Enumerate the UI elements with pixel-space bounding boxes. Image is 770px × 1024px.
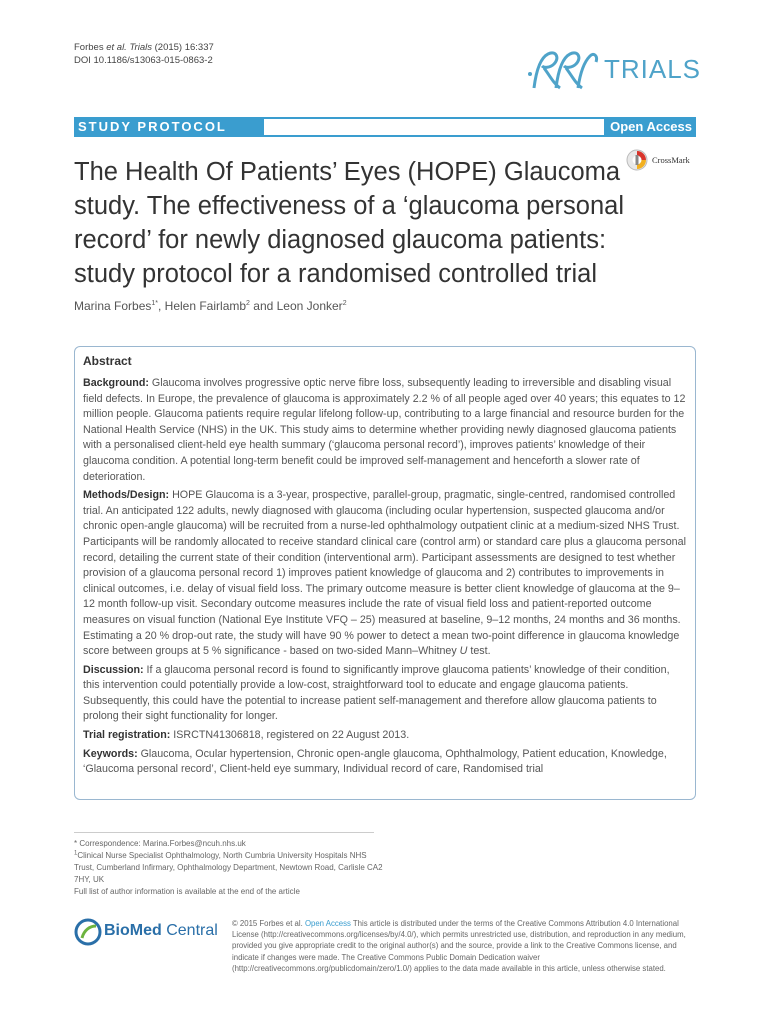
citation-authors: Forbes (74, 42, 107, 53)
doi[interactable]: DOI 10.1186/s13063-015-0863-2 (74, 55, 213, 66)
abstract-discussion (83, 663, 687, 725)
affiliation-number: 1 (74, 850, 78, 857)
biomed-central-icon (74, 918, 102, 946)
correspondence[interactable]: * Correspondence: Marina.Forbes@ncuh.nhs.uk (74, 839, 246, 848)
abstract-heading: Abstract (83, 354, 132, 368)
crossmark-badge[interactable] (626, 149, 698, 171)
author-3-affiliation: 2 (342, 300, 347, 307)
methods-text: HOPE Glaucoma is a 3-year, prospective, parallel-group, pragmatic, single-centred, randomised controlled trial. An anticipated 122 adults, newly diagnosed with glaucoma (including ocular hypertension, suspected glaucoma and/or chronic open-angle glaucoma) will be recruited from a nurse-led ophthalmology outpatient clinic at a medium-sized NHS Trust. Participants will be randomly allocated to receive standard clinical care (control arm) or standard care plus a glaucoma personal record, detailing the current state of their condition (interventional arm). Participant assessments are designed to test whether provision of a glaucoma personal record 1) improves patient knowledge of glaucoma and 2) contributes to improvements in clinical outcomes, i.e. delay of visual field loss. The primary outcome measure is better client knowledge of glaucoma at the 9–12 month follow-up visit. Secondary outcome measures include the rate of visual field loss and patient-reported outcome measures on visual function (National Eye Institute VFQ – 25) measured at baseline, 9–12 months, 24 months and 36 months. Estimating a 20 % drop-out rate, the study will have 90 % power to detect a mean two-point difference in glaucoma knowledge score between groups at 5 % significance - based on two-sided Mann–Whitney (83, 489, 686, 658)
biomed-text: BioMed (104, 922, 162, 939)
abstract-box (74, 346, 696, 800)
background-text: Glaucoma involves progressive optic nerve fibre loss, subsequently leading to irreversible and disabling visual field defects. In Europe, the prevalence of glaucoma is approximately 2.2 % of all people aged over 40 years; this equates to 12 million people. Glaucoma patients require regular lifelong follow-up, contributing to a large financial and resource burden for the National Health Service (NHS) in the UK. This study aims to determine whether providing newly diagnosed glaucoma patients with a personalised client-held eye health summary (‘glaucoma personal record’), improves patients’ knowledge of their glaucoma condition. A potential long-term benefit could be improved self-management and henceforth a slower rate of deterioration. (83, 377, 686, 483)
biomed-central-logo[interactable] (74, 918, 224, 952)
abstract-background (83, 376, 687, 485)
author-2[interactable]: , Helen Fairlamb (158, 299, 247, 313)
crossmark-text: CrossMark (652, 155, 690, 165)
biomed-central-text (104, 922, 218, 940)
abstract-keywords (83, 747, 687, 778)
banner-divider (264, 119, 604, 135)
author-list (74, 299, 347, 313)
citation-journal: et al. Trials (106, 42, 152, 53)
background-label: Background: (83, 377, 149, 389)
abstract-methods (83, 488, 687, 660)
trials-logo[interactable] (526, 44, 702, 96)
keywords-text: Glaucoma, Ocular hypertension, Chronic open-angle glaucoma, Ophthalmology, Patient education, Knowledge, ‘Glaucoma personal record’, Client-held eye summary, Individual record of care, Randomised trial (83, 747, 667, 776)
discussion-label: Discussion: (83, 663, 144, 676)
author-1-affiliation: 1* (151, 300, 158, 307)
trial-label: Trial registration: (83, 729, 171, 742)
methods-end: test. (467, 645, 491, 658)
methods-u: U (459, 645, 468, 658)
trials-logo-text: TRIALS (604, 54, 702, 84)
copyright: © 2015 Forbes et al. (232, 919, 305, 928)
citation (74, 41, 214, 67)
author-info-note: Full list of author information is available at the end of the article (74, 887, 300, 896)
central-text: Central (161, 922, 218, 939)
license-statement (232, 918, 702, 974)
affiliation-text: Clinical Nurse Specialist Ophthalmology, North Cumbria University Hospitals NHS Trust, Cumberland Infirmary, Ophthalmology Department, Newtown Road, Carlisle CA2 7HY, UK (74, 851, 383, 884)
discussion-text: If a glaucoma personal record is found to significantly improve glaucoma patients’ knowledge of their condition, this intervention could potentially provide a low-cost, straightforward tool to educate and engage glaucoma patients. Subsequently, this could have the potential to increase patient self-management and therefore allow glaucoma patients to prolong their sight functionality for longer. (83, 663, 670, 723)
author-2-affiliation: 2 (246, 300, 250, 307)
abstract-trial-registration (83, 728, 687, 744)
author-1[interactable]: Marina Forbes (74, 299, 152, 313)
trials-logo-icon (526, 44, 606, 96)
open-access-label: Open Access (610, 119, 692, 134)
open-access-link[interactable]: Open Access (304, 919, 351, 928)
article-type-banner (74, 117, 696, 137)
footnotes (74, 838, 384, 898)
citation-volume: (2015) 16:337 (151, 42, 214, 53)
trial-text: ISRCTN41306818, registered on 22 August 2013. (170, 729, 410, 742)
license-text: This article is distributed under the terms of the Creative Commons Attribution 4.0 International License (http://creativecommons.org/licenses/by/4.0/), which permits unrestricted use, distribution, and reproduction in any medium, provided you give appropriate credit to the original author(s) and the source, provide a link to the Creative Commons license, and indicate if changes were made. The Creative Commons Public Domain Dedication waiver (http://creativecommons.org/publicdomain/zero/1.0/) applies to the data made available in this article, unless otherwise stated. (232, 919, 686, 973)
methods-label: Methods/Design: (83, 489, 170, 502)
affiliation (74, 850, 384, 886)
keywords-label: Keywords: (83, 747, 138, 760)
author-3[interactable]: and Leon Jonker (249, 299, 343, 313)
study-protocol-label: STUDY PROTOCOL (78, 119, 227, 134)
footnote-divider (74, 832, 374, 833)
article-title: The Health Of Patients’ Eyes (HOPE) Glaucoma study. The effectiveness of a ‘glaucoma personal record’ for newly diagnosed glaucoma patients: study protocol for a randomised controlled trial (74, 158, 624, 288)
